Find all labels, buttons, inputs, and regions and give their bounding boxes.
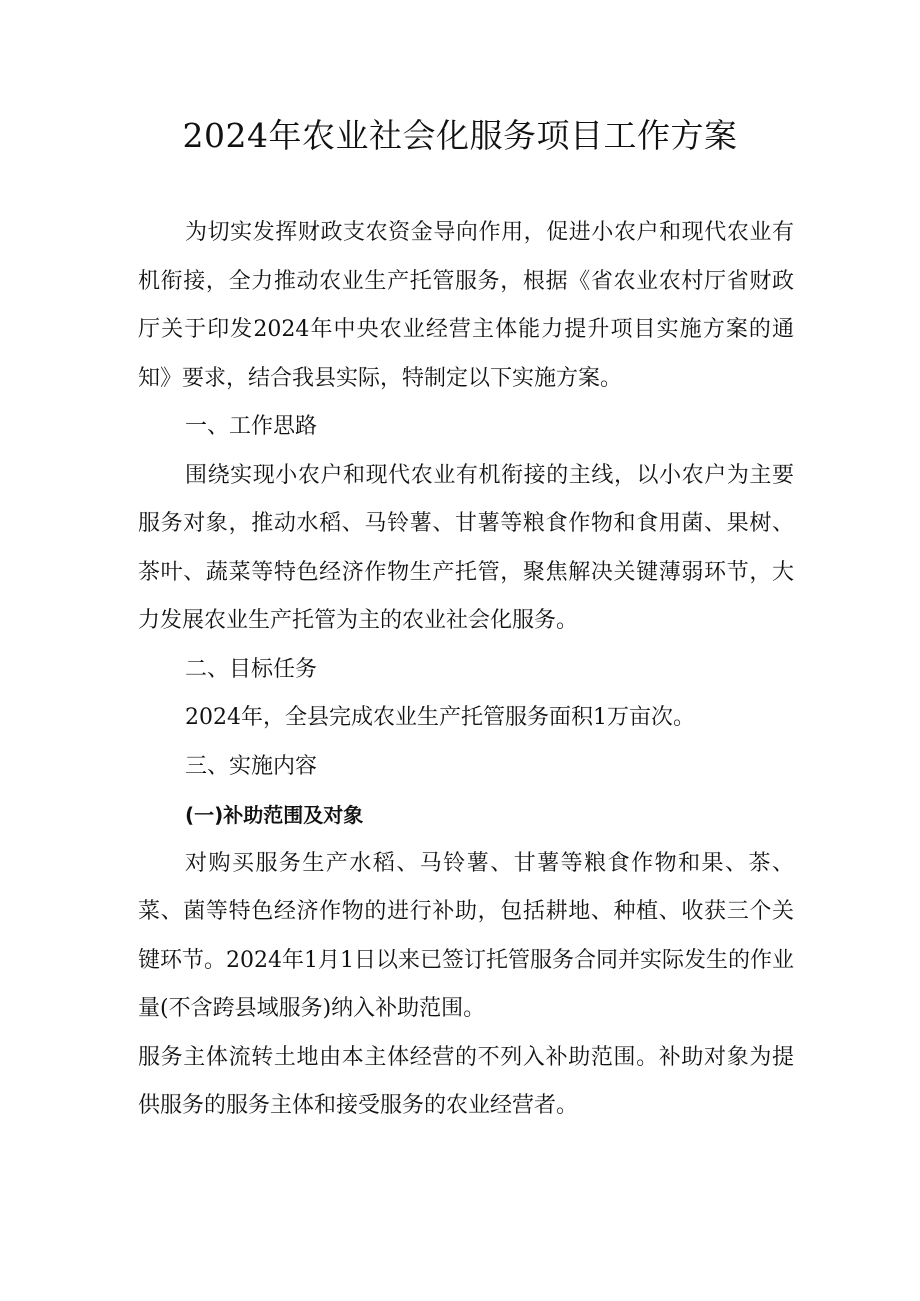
section2-heading: 二、目标任务 xyxy=(185,656,318,682)
section1-paragraph: 围绕实现小农户和现代农业有机衔接的主线，以小农户为主要服务对象，推动水稻、马铃薯、甘薯等粮食作物和食用菌、果树、茶叶、蔬菜等特色经济作物生产托管，聚焦解决关键薄弱环节，大力发展农业生产托管为主的农业社会化服务。 xyxy=(138,462,794,633)
section2-paragraph: 2024年，全县完成农业生产托管服务面积1万亩次。 xyxy=(185,705,695,730)
subsection1-paragraph-2: 服务主体流转土地由本主体经营的不列入补助范围。补助对象为提供服务的服务主体和接受服务的农业经营者。 xyxy=(138,1044,794,1118)
document-title: 2024年农业社会化服务项目工作方案 xyxy=(182,116,738,155)
subsection1-paragraph: 对购买服务生产水稻、马铃薯、甘薯等粮食作物和果、茶、菜、菌等特色经济作物的进行补助，包括耕地、种植、收获三个关键环节。2024年1月1日以来已签订托管服务合同并实际发生的作业量(不含跨县域服务)纳入补助范围。 xyxy=(138,850,794,1021)
document-body xyxy=(138,209,794,1131)
section3-heading: 三、实施内容 xyxy=(185,753,318,779)
section1-heading: 一、工作思路 xyxy=(185,414,318,439)
intro-paragraph: 为切实发挥财政支农资金导向作用，促进小农户和现代农业有机衔接，全力推动农业生产托管服务，根据《省农业农村厅省财政厅关于印发2024年中央农业经营主体能力提升项目实施方案的通知》要求，结合我县实际，特制定以下实施方案。 xyxy=(138,220,794,391)
subsection1-heading: (一)补助范围及对象 xyxy=(185,803,364,827)
